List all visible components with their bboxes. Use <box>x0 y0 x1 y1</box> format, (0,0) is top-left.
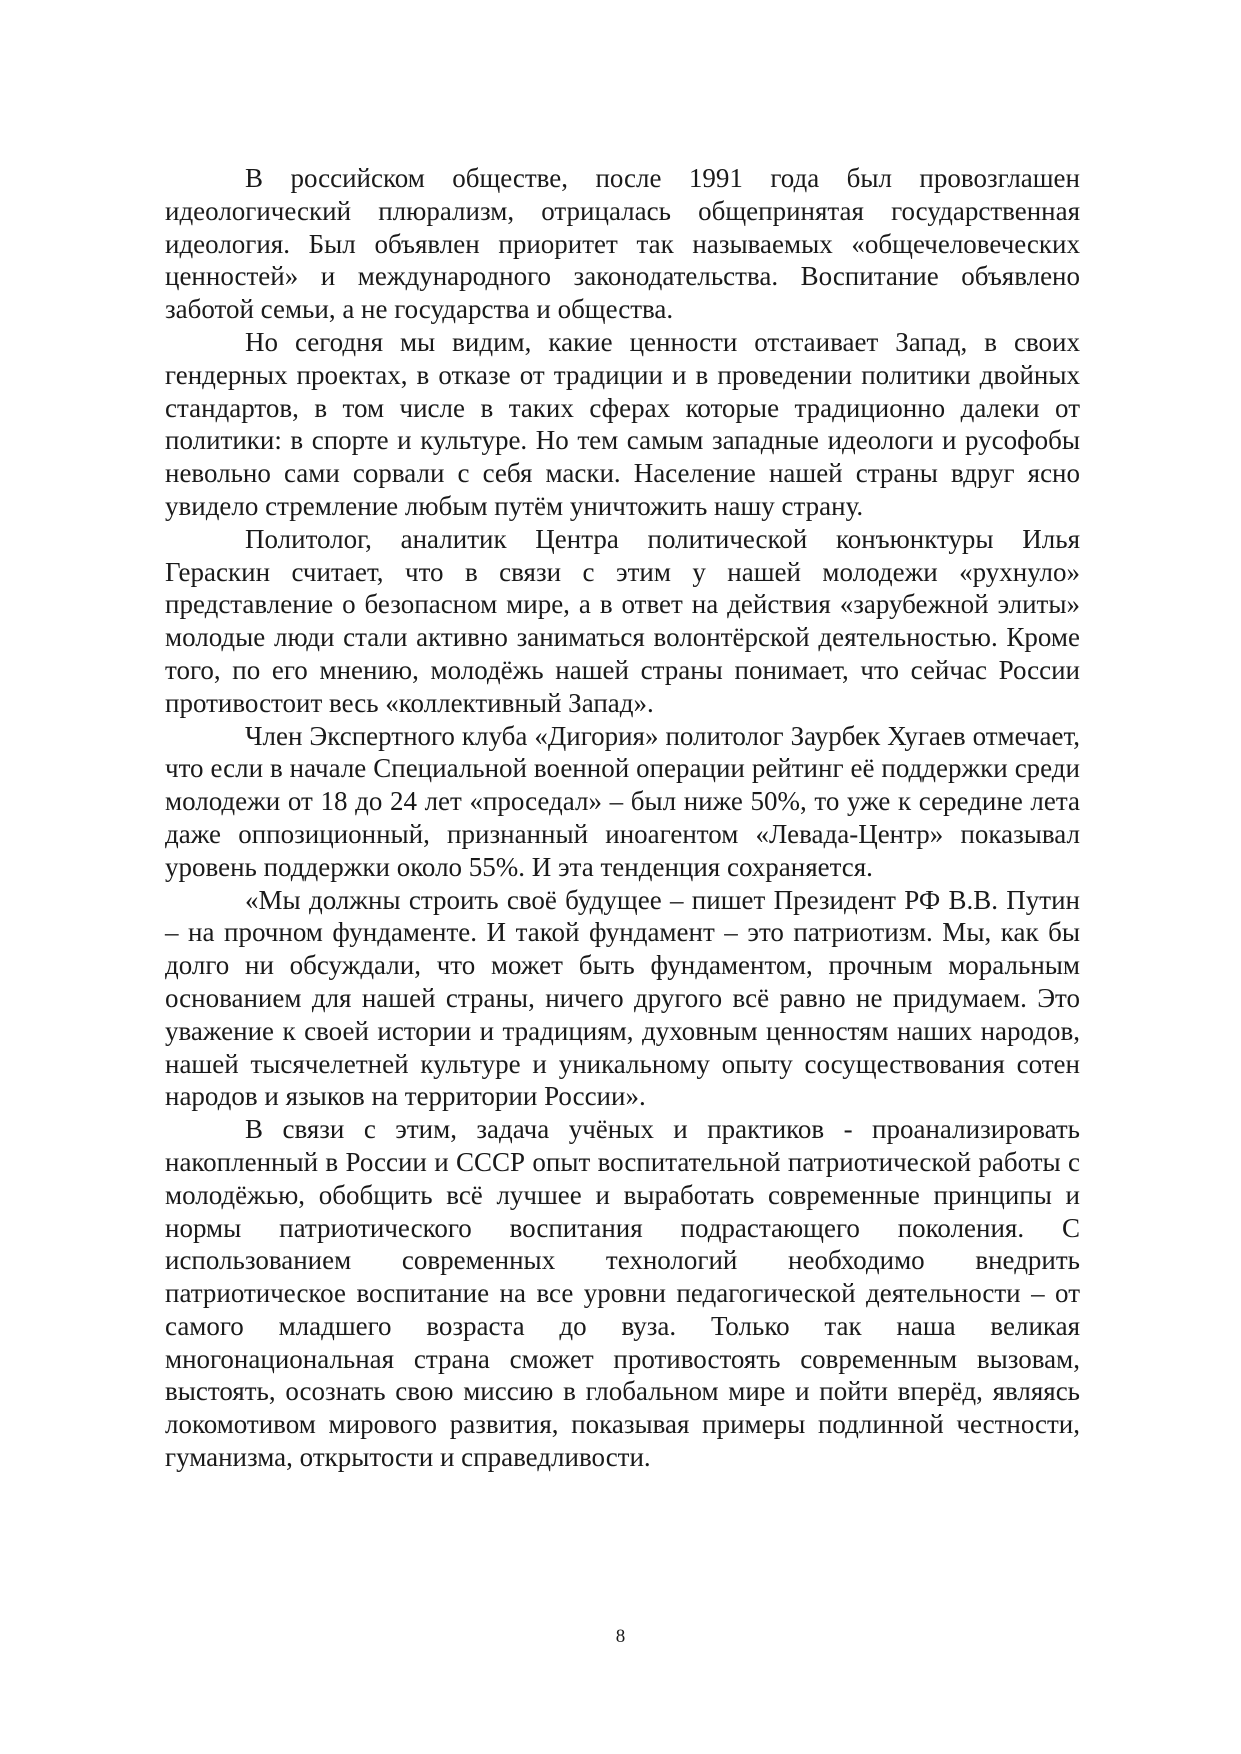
document-body <box>165 162 1080 1474</box>
paragraph-2: Но сегодня мы видим, какие ценности отстаивает Запад, в своих гендерных проектах, в отказе от традиции и в проведении политики двойных стандартов, в том числе в таких сферах которые традиционно далеки от политики: в спорте и культуре. Но тем самым западные идеологи и русофобы невольно сами сорвали с себя маски. Население нашей страны вдруг ясно увидело стремление любым путём уничтожить нашу страну. <box>165 326 1080 521</box>
paragraph-3: Политолог, аналитик Центра политической конъюнктуры Илья Гераскин считает, что в связи с этим у нашей молодежи «рухнуло» представление о безопасном мире, а в ответ на действия «зарубежной элиты» молодые люди стали активно заниматься волонтёрской деятельностью. Кроме того, по его мнению, молодёжь нашей страны понимает, что сейчас России противостоит весь «коллективный Запад». <box>165 523 1080 718</box>
paragraph-1: В российском обществе, после 1991 года был провозглашен идеологический плюрализм, отрицалась общепринятая государственная идеология. Был объявлен приоритет так называемых «общечеловеческих ценностей» и международного законодательства. Воспитание объявлено заботой семьи, а не государства и общества. <box>165 163 1080 325</box>
page-number: 8 <box>615 1626 626 1647</box>
paragraph-4: Член Экспертного клуба «Дигория» политолог Заурбек Хугаев отмечает, что если в начале Специальной военной операции рейтинг её поддержки среди молодежи от 18 до 24 лет «проседал» – был ниже 50%, то уже к середине лета даже оппозиционный, признанный иноагентом «Левада-Центр» показывал уровень поддержки около 55%. И эта тенденция сохраняется. <box>165 720 1080 882</box>
paragraph-5: «Мы должны строить своё будущее – пишет Президент РФ В.В. Путин – на прочном фундаменте. И такой фундамент – это патриотизм. Мы, как бы долго ни обсуждали, что может быть фундаментом, прочным моральным основанием для нашей страны, ничего другого всё равно не придумаем. Это уважение к своей истории и традициям, духовным ценностям наших народов, нашей тысячелетней культуре и уникальному опыту сосуществования сотен народов и языков на территории России». <box>165 884 1080 1112</box>
paragraph-6: В связи с этим, задача учёных и практиков - проанализировать накопленный в России и СССР опыт воспитательной патриотической работы с молодёжью, обобщить всё лучшее и выработать современные принципы и нормы патриотического воспитания подрастающего поколения. С использованием современных технологий необходимо внедрить патриотическое воспитание на все уровни педагогической деятельности – от самого младшего возраста до вуза. Только так наша великая многонациональная страна сможет противостоять современным вызовам, выстоять, осознать свою миссию в глобальном мире и пойти вперёд, являясь локомотивом мирового развития, показывая примеры подлинной честности, гуманизма, открытости и справедливости. <box>165 1114 1080 1473</box>
